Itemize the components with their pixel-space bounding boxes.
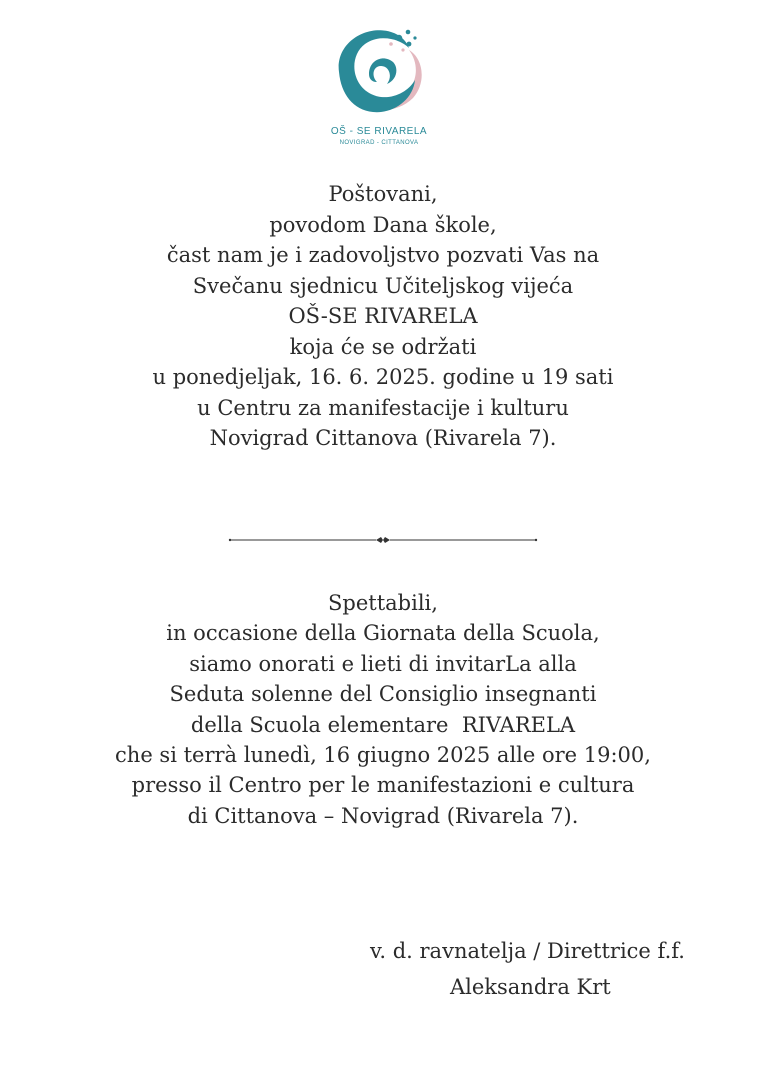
ornamental-divider	[228, 534, 538, 546]
hr-line: u Centru za manifestacije i kulturu	[197, 395, 569, 420]
hr-line: Poštovani,	[328, 182, 438, 206]
it-line: Spettabili,	[328, 591, 438, 615]
logo-school-name: OŠ - SE RIVARELA	[330, 126, 428, 137]
hr-line: Svečanu sjednicu Učiteljskog vijeća	[192, 273, 574, 298]
hr-line: koja će se održati	[289, 334, 477, 359]
hr-line: OŠ-SE RIVARELA	[288, 304, 478, 328]
italian-invitation-text	[0, 588, 766, 831]
it-line: in occasione della Giornata della Scuola,	[166, 621, 600, 646]
logo-town-name: NOVIGRAD - CITTANOVA	[339, 140, 419, 146]
it-line: di Cittanova – Novigrad (Rivarela 7).	[187, 803, 579, 828]
it-line: presso il Centro per le manifestazioni e cultura	[131, 773, 635, 798]
it-line: Seduta solenne del Consiglio insegnanti	[169, 682, 597, 707]
it-line: siamo onorati e lieti di invitarLa alla	[189, 651, 577, 676]
school-logo	[323, 22, 435, 152]
signatory-role: v. d. ravnatelja / Direttrice f.f.	[370, 939, 685, 963]
it-line: della Scuola elementare RIVARELA	[190, 712, 576, 737]
hr-line: Novigrad Cittanova (Rivarela 7).	[209, 426, 557, 450]
croatian-invitation-text	[0, 179, 766, 454]
signatory-name: Aleksandra Krt	[450, 975, 611, 999]
hr-line: povodom Dana škole,	[269, 212, 497, 237]
hr-line: u ponedjeljak, 16. 6. 2025. godine u 19 sati	[152, 365, 614, 389]
it-line: che si terrà lunedì, 16 giugno 2025 alle ore 19:00,	[115, 743, 651, 768]
hr-line: čast nam je i zadovoljstvo pozvati Vas na	[166, 243, 600, 267]
wave-logo-icon	[329, 22, 429, 122]
